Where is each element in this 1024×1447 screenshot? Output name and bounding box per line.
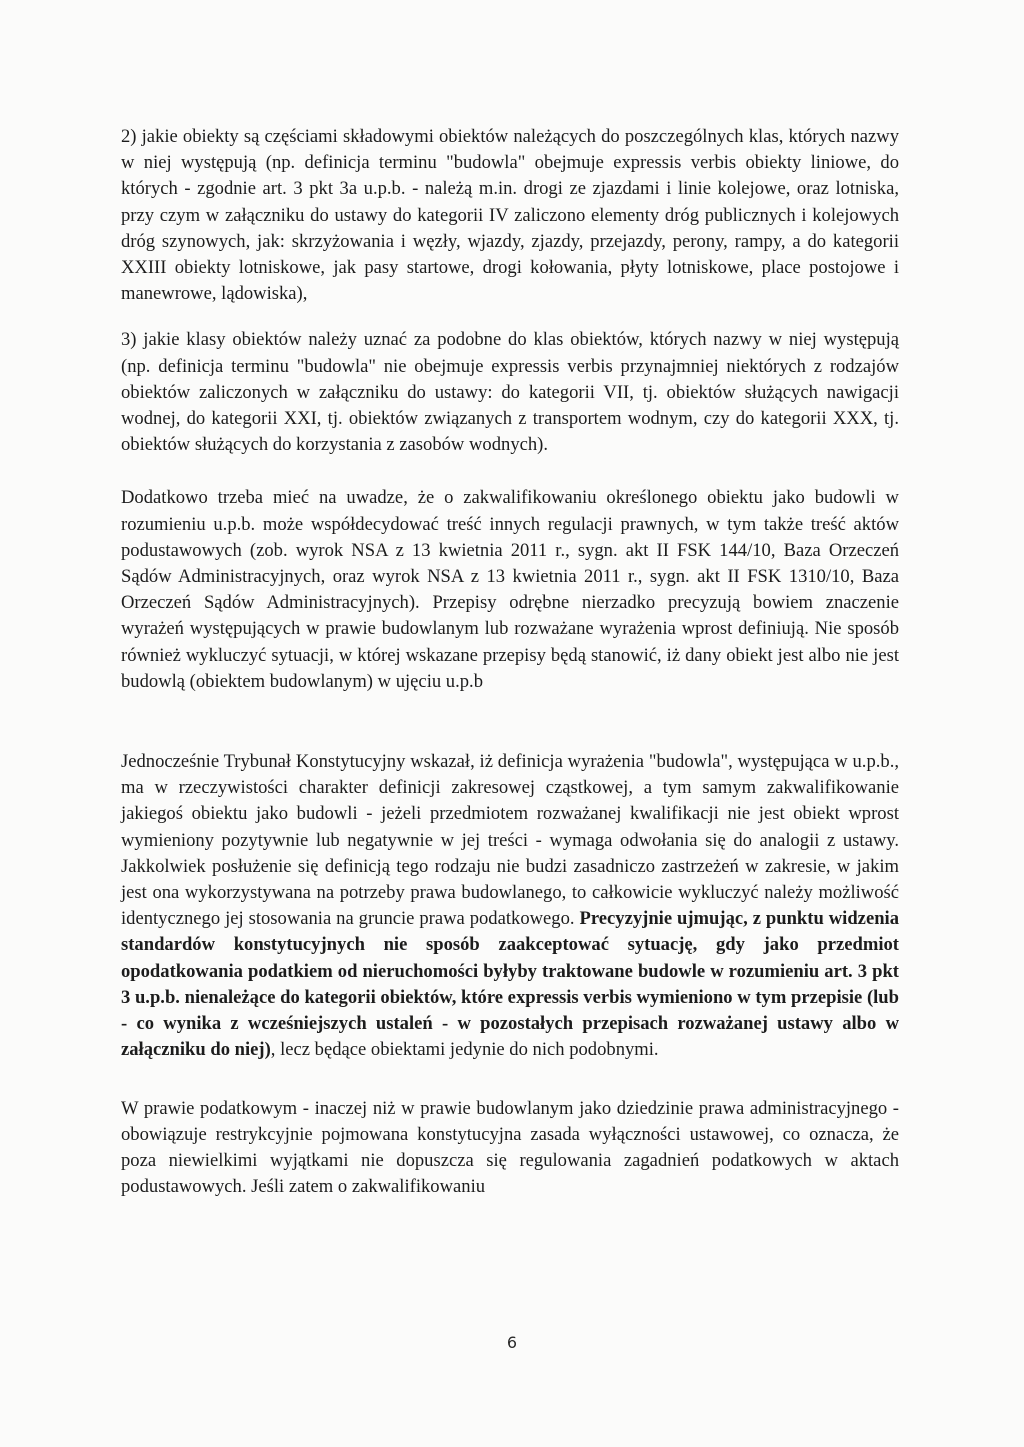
paragraph-tax-law <box>121 1096 899 1201</box>
paragraph-item-3 <box>121 327 899 458</box>
paragraph-constitutional-tribunal <box>121 749 899 1063</box>
paragraph-additional-regulations <box>121 485 899 695</box>
paragraph-text: Dodatkowo trzeba mieć na uwadze, że o zakwalifikowaniu określonego obiektu jako budowli w rozumieniu u.p.b. może współdecydować treść innych regulacji prawnych, w tym także treść aktów podustawowych (zob. wyrok NSA z 13 kwietnia 2011 r., sygn. akt II FSK 144/10, Baza Orzeczeń Sądów Administracyjnych, oraz wyrok NSA z 13 kwietnia 2011 r., sygn. akt II FSK 1310/10, Baza Orzeczeń Sądów Administracyjnych). Przepisy odrębne nierzadko precyzują bowiem znaczenie wyrażeń występujących w prawie budowlanym lub rozważane wyrażenia wprost definiują. Nie sposób również wykluczyć sytuacji, w której wskazane przepisy będą stanowić, iż dany obiekt jest albo nie jest budowlą (obiektem budowlanym) w ujęciu u.p.b <box>121 487 899 692</box>
page-number: 6 <box>506 1333 518 1352</box>
paragraph-item-2 <box>121 124 899 307</box>
paragraph-text: 2) jakie obiekty są częściami składowymi obiektów należących do poszczególnych klas, których nazwy w niej występują (np. definicja terminu "budowla" obejmuje expressis verbis obiekty liniowe, do których - zgodnie art. 3 pkt 3a u.p.b. - należą m.in. drogi ze zjazdami i linie kolejowe, oraz lotniska, przy czym w załączniku do ustawy do kategorii IV zaliczono elementy dróg publicznych i kolejowych dróg szynowych, jak: skrzyżowania i węzły, wjazdy, zjazdy, przejazdy, perony, rampy, a do kategorii XXIII obiekty lotniskowe, jak pasy startowe, drogi kołowania, płyty lotniskowe, place postojowe i manewrowe, lądowiska), <box>121 126 899 305</box>
paragraph-text: W prawie podatkowym - inaczej niż w prawie budowlanym jako dziedzinie prawa administracyjnego - obowiązuje restrykcyjnie pojmowana konstytucyjna zasada wyłączności ustawowej, co oznacza, że poza niewielkimi wyjątkami nie dopuszcza się regulowania zagadnień podatkowych w aktach podustawowych. Jeśli zatem o zakwalifikowaniu <box>121 1097 899 1198</box>
bold-emphasis-text: Precyzyjnie ujmując, z punktu widzenia standardów konstytucyjnych nie sposób zaakceptować sytuację, gdy jako przedmiot opodatkowania podatkiem od nieruchomości byłyby traktowane budowle w rozumieniu art. 3 pkt 3 u.p.b. nienależące do kategorii obiektów, które expressis verbis wymieniono w tym przepisie (lub - co wynika z wcześniejszych ustaleń - w pozostałych przepisach rozważanej ustawy albo w załączniku do niej) <box>121 908 899 1061</box>
paragraph-text: Jednocześnie Trybunał Konstytucyjny wskazał, iż definicja wyrażenia "budowla", występująca w u.p.b., ma w rzeczywistości charakter definicji zakresowej cząstkowej, a tym samym zakwalifikowanie jakiegoś obiektu jako budowli - jeżeli przedmiotem rozważanej kwalifikacji nie jest obiekt wprost wymieniony pozytywnie lub negatywnie w jej treści - wymaga odwołania się do analogii z ustawy. Jakkolwiek posłużenie się definicją tego rodzaju nie budzi zasadniczo zastrzeżeń w zakresie, w jakim jest ona wykorzystywana na potrzeby prawa budowlanego, to całkowicie wykluczyć należy możliwość identycznego jej stosowania na gruncie prawa podatkowego. <box>121 751 899 930</box>
paragraph-text: 3) jakie klasy obiektów należy uznać za podobne do klas obiektów, których nazwy w niej występują (np. definicja terminu "budowla" nie obejmuje expressis verbis przynajmniej niektórych z rodzajów obiektów zaliczonych w załączniku do ustawy: do kategorii VII, tj. obiektów służących nawigacji wodnej, do kategorii XXI, tj. obiektów związanych z transportem wodnym, czy do kategorii XXX, tj. obiektów służących do korzystania z zasobów wodnych). <box>121 329 899 456</box>
paragraph-text: , lecz będące obiektami jedynie do nich podobnymi. <box>270 1039 659 1061</box>
document-page <box>121 124 899 1200</box>
